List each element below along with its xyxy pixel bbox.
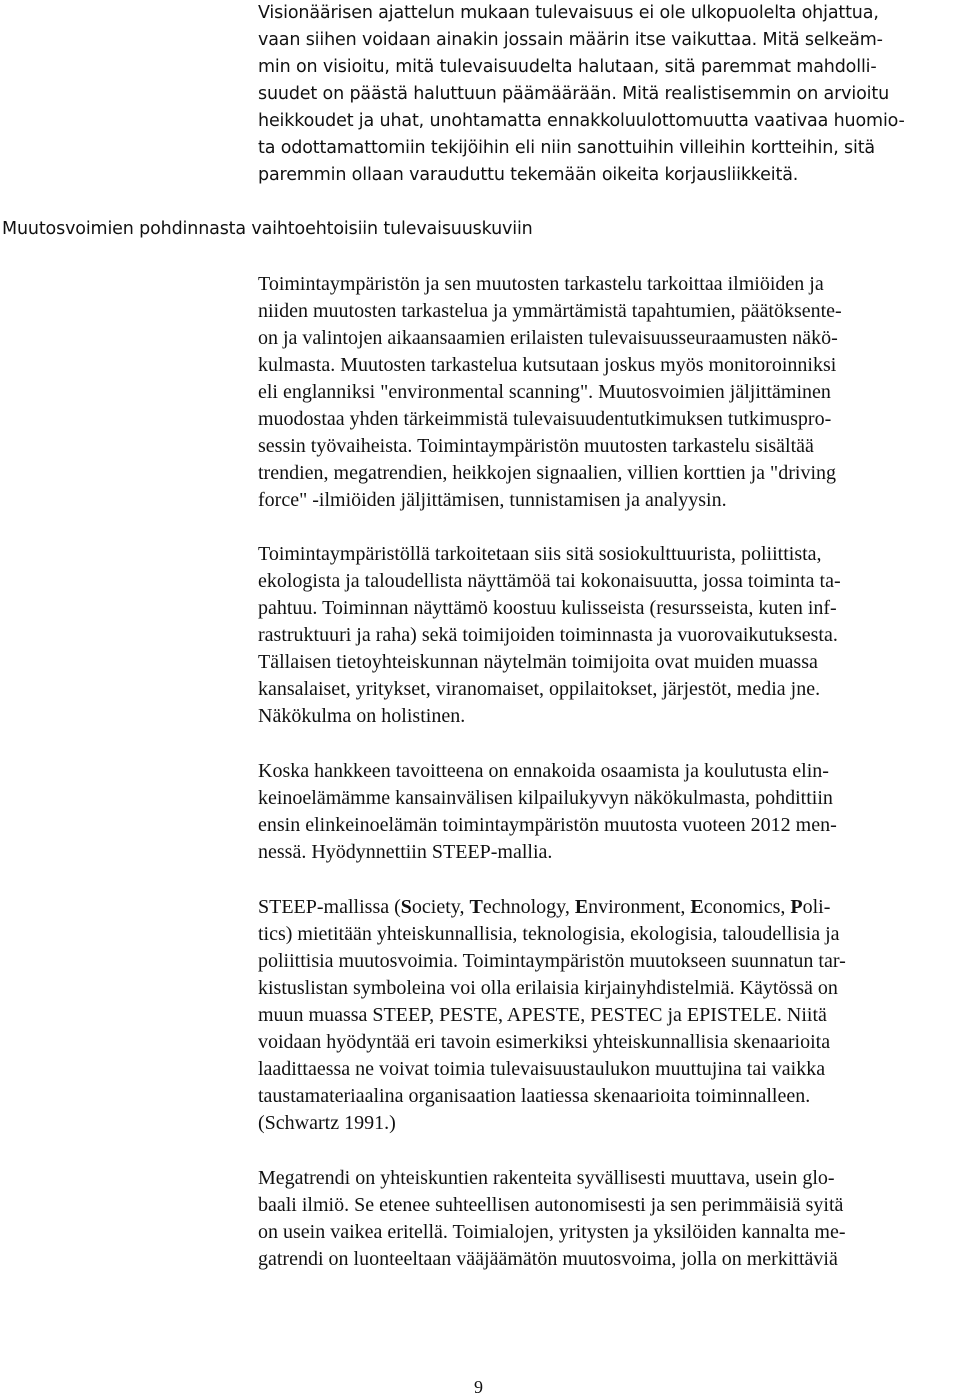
text-line: baali ilmiö. Se etenee suhteellisen autonomisesti ja sen perimmäisiä syitä [258, 1194, 844, 1216]
text-fragment: conomics, [703, 896, 791, 918]
text-line: force" -ilmiöiden jäljittämisen, tunnistamisen ja analyysin. [258, 489, 727, 511]
text-line: paremmin ollaan varauduttu tekemään oikeita korjausliikkeitä. [258, 165, 799, 185]
text-fragment: echnology, [482, 896, 575, 918]
text-line: on ja valintojen aikaansaamien erilaisten tulevaisuusseuraamusten näkö- [258, 327, 838, 349]
text-line: on usein vaikea eritellä. Toimialojen, yritysten ja yksilöiden kannalta me- [258, 1221, 846, 1243]
text-fragment: ociety, [411, 896, 470, 918]
text-line: Koska hankkeen tavoitteena on ennakoida osaamista ja koulutusta elin- [258, 760, 829, 782]
paragraph-steep-model [258, 894, 950, 1137]
text-line: poliittisia muutosvoimia. Toimintaympäristön muutokseen suunnatun tar- [258, 950, 846, 972]
text-line: trendien, megatrendien, heikkojen signaalien, villien korttien ja "driving [258, 462, 836, 484]
text-line: heikkoudet ja uhat, unohtamatta ennakkoluulottomuutta vaativaa huomio- [258, 111, 905, 131]
text-line: gatrendi on luonteeltaan vääjäämätön muutosvoima, jolla on merkittäviä [258, 1248, 838, 1270]
text-line: Visionäärisen ajattelun mukaan tulevaisuus ei ole ulkopuolelta ohjattua, [258, 3, 879, 23]
text-line: eli englanniksi "environmental scanning". Muutosvoimien jäljittäminen [258, 381, 831, 403]
text-line: Toimintaympäristön ja sen muutosten tarkastelu tarkoittaa ilmiöiden ja [258, 273, 824, 295]
acronym-letter-t: T [469, 896, 483, 918]
text-line: ekologista ja taloudellista näyttämöä tai kokonaisuutta, jossa toiminta ta- [258, 570, 841, 592]
text-line: vaan siihen voidaan ainakin jossain määrin itse vaikuttaa. Mitä selkeäm- [258, 30, 883, 50]
text-line: ta odottamattomiin tekijöihin eli niin sanottuihin villeihin kortteihin, sitä [258, 138, 875, 158]
text-line: muun muassa STEEP, PESTE, APESTE, PESTEC ja EPISTELE. Niitä [258, 1004, 827, 1026]
section-heading: Muutosvoimien pohdinnasta vaihtoehtoisiin tulevaisuuskuviin [2, 219, 533, 239]
text-fragment: oli- [802, 896, 831, 918]
text-line: pahtuu. Toiminnan näyttämö koostuu kulisseista (resursseista, kuten inf- [258, 597, 837, 619]
text-line: ensin elinkeinoelämän toimintaympäristön muutosta vuoteen 2012 men- [258, 814, 837, 836]
text-line: rastruktuuri ja raha) sekä toimijoiden toiminnasta ja vuorovaikutuksesta. [258, 624, 838, 646]
text-line: keinoelämämme kansainvälisen kilpailukyvyn näkökulmasta, pohdittiin [258, 787, 833, 809]
text-line: Megatrendi on yhteiskuntien rakenteita syvällisesti muuttava, usein glo- [258, 1167, 835, 1189]
text-line: Tällaisen tietoyhteiskunnan näytelmän toimijoita ovat muiden muassa [258, 651, 818, 673]
text-line: kistuslistan symboleina voi olla erilaisia kirjainyhdistelmiä. Käytössä on [258, 977, 838, 999]
text-line: (Schwartz 1991.) [258, 1112, 396, 1134]
text-line: nessä. Hyödynnettiin STEEP-mallia. [258, 841, 553, 863]
acronym-letter-p: P [790, 896, 803, 918]
text-line: muodostaa yhden tärkeimmistä tulevaisuudentutkimuksen tutkimuspro- [258, 408, 832, 430]
text-line: Näkökulma on holistinen. [258, 705, 466, 727]
acronym-letter-e1: E [574, 896, 589, 918]
page-number: 9 [474, 1377, 483, 1397]
text-line: tics) mietitään yhteiskunnallisia, teknologisia, ekologisia, taloudellisia ja [258, 923, 840, 945]
text-line: niiden muutosten tarkastelua ja ymmärtämistä tapahtumien, päätöksente- [258, 300, 842, 322]
text-line: suudet on päästä haluttuun päämäärään. Mitä realistisemmin on arvioitu [258, 84, 890, 104]
text-line: kansalaiset, yritykset, viranomaiset, oppilaitokset, järjestöt, media jne. [258, 678, 821, 700]
text-fragment: nvironment, [588, 896, 691, 918]
intro-paragraph [258, 0, 950, 189]
text-line-steep-acronym [258, 894, 950, 921]
text-line: sessin työvaiheista. Toimintaympäristön muutosten tarkastelu sisältää [258, 435, 814, 457]
paragraph-megatrend [258, 1165, 950, 1273]
paragraph-project-goal [258, 758, 950, 866]
text-line: kulmasta. Muutosten tarkastelua kutsutaan joskus myös monitoroinniksi [258, 354, 837, 376]
text-fragment: STEEP-mallissa ( [258, 896, 401, 918]
text-line: min on visioitu, mitä tulevaisuudelta halutaan, sitä paremmat mahdolli- [258, 57, 877, 77]
acronym-letter-s: S [400, 896, 412, 918]
text-line: taustamateriaalina organisaation laatiessa skenaarioita toiminnalleen. [258, 1085, 811, 1107]
text-line: laadittaessa ne voivat toimia tulevaisuustaulukon muuttujina tai vaikka [258, 1058, 826, 1080]
paragraph-operating-environment [258, 541, 950, 730]
text-line: voidaan hyödyntää eri tavoin esimerkiksi yhteiskunnallisia skenaarioita [258, 1031, 831, 1053]
paragraph-environment-scanning [258, 271, 950, 514]
text-line: Toimintaympäristöllä tarkoitetaan siis sitä sosiokulttuurista, poliittista, [258, 543, 822, 565]
acronym-letter-e2: E [690, 896, 704, 918]
